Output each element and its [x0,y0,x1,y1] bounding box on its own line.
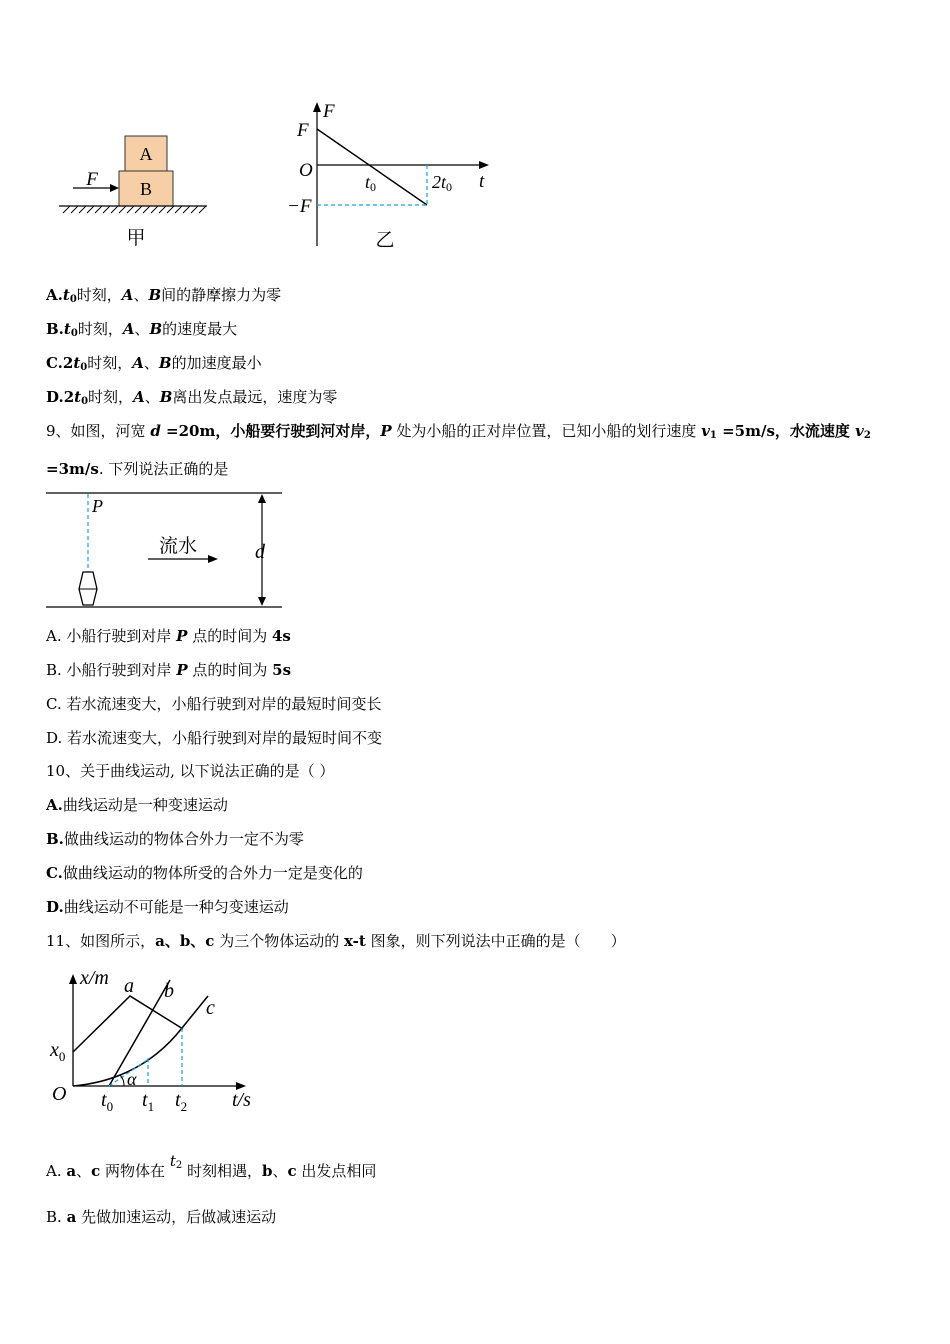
q10-option-b: B.做曲线运动的物体合外力一定不为零 [46,830,304,848]
flow-arrow-head [208,555,218,563]
y-axis-label: F [323,101,335,122]
force-label: F [86,169,98,190]
figure-xt-graph [46,962,266,1117]
x-axis-label: t/s [232,1089,251,1111]
q9-stem-line2: =3m/s. 下列说法正确的是 [46,460,229,478]
line-a [73,996,183,1052]
q9-option-d: D. 若水流速变大，小船行驶到对岸的最短时间不变 [46,729,383,747]
t0-label: t0 [365,172,377,194]
q9-option-b: B. 小船行驶到对岸 P 点的时间为 5s [46,661,292,679]
2t0-label: 2t0 [432,172,453,194]
caption-jia: 甲 [126,228,146,249]
q11-option-a: A. a、c 两物体在 $t_2$ 时刻相遇，b、c 出发点相同 [46,1152,377,1180]
q11-option-b: B. a 先做加速运动，后做减速运动 [46,1208,277,1226]
figure-jia [55,130,215,255]
y-axis-label: x/m [80,967,109,989]
x-axis-arrow [479,161,489,169]
caption-yi: 乙 [375,230,395,251]
q10-option-a: A.曲线运动是一种变速运动 [46,796,228,814]
y-neg-label: −F [287,196,312,217]
width-label: d [255,541,265,563]
block-a-label: A [139,144,153,164]
t1-label: $t_1$ [142,1089,155,1114]
origin-label: O [52,1083,67,1105]
figure-yi [285,98,495,258]
q8-option-d: $D.2t_0$时刻，A、B离出发点最远，速度为零 [46,388,338,407]
t2-label: $t_2$ [175,1089,188,1114]
q9-option-a: A. 小船行驶到对岸 P 点的时间为 4s [46,627,291,645]
line-b [109,980,170,1086]
label-a: a [124,975,134,997]
q8-option-b: $B.t_0$时刻，A、B的速度最大 [46,320,238,339]
q9-stem-line1: 9、如图，河宽 d =20m，小船要行驶到河对岸，P 处为小船的正对岸位置，已知小船的划行速度 $v_1 =5m/s$，水流速度 $v_2$ [46,422,871,441]
ground-hatch [63,206,206,213]
block-b-label: B [139,179,153,199]
q8-option-c: $C.2t_0$时刻，A、B的加速度最小 [46,354,262,373]
y-axis-arrow [69,974,77,984]
width-arrow-top [258,494,266,503]
force-arrow-head [110,184,119,192]
x0-label: $x_0$ [50,1039,66,1064]
y-axis-arrow [313,102,321,112]
curve-c [73,996,208,1086]
y-pos-label: F [297,120,309,141]
point-p-label: P [92,496,103,516]
label-c: c [206,997,215,1019]
alpha-label: α [127,1069,137,1089]
q10-option-d: D.曲线运动不可能是一种匀变速运动 [46,898,289,916]
q11-stem: 11、如图所示，a、b、c 为三个物体运动的 x-t 图象，则下列说法中正确的是（ ） [46,932,626,950]
q9-option-c: C. 若水流速变大，小船行驶到对岸的最短时间变长 [46,695,382,713]
q10-stem: 10、关于曲线运动, 以下说法正确的是（ ） [46,762,335,780]
q8-option-a: $A.t_0$时刻，A、B间的静摩擦力为零 [46,286,282,305]
x-axis-label: t [479,171,485,192]
flow-label: 流水 [159,536,198,557]
q10-option-c: C.做曲线运动的物体所受的合外力一定是变化的 [46,864,363,882]
label-b: b [164,980,174,1002]
width-arrow-bottom [258,597,266,606]
figure-river [46,488,286,614]
origin-label: O [299,160,313,181]
t0-label: $t_0$ [101,1089,114,1114]
